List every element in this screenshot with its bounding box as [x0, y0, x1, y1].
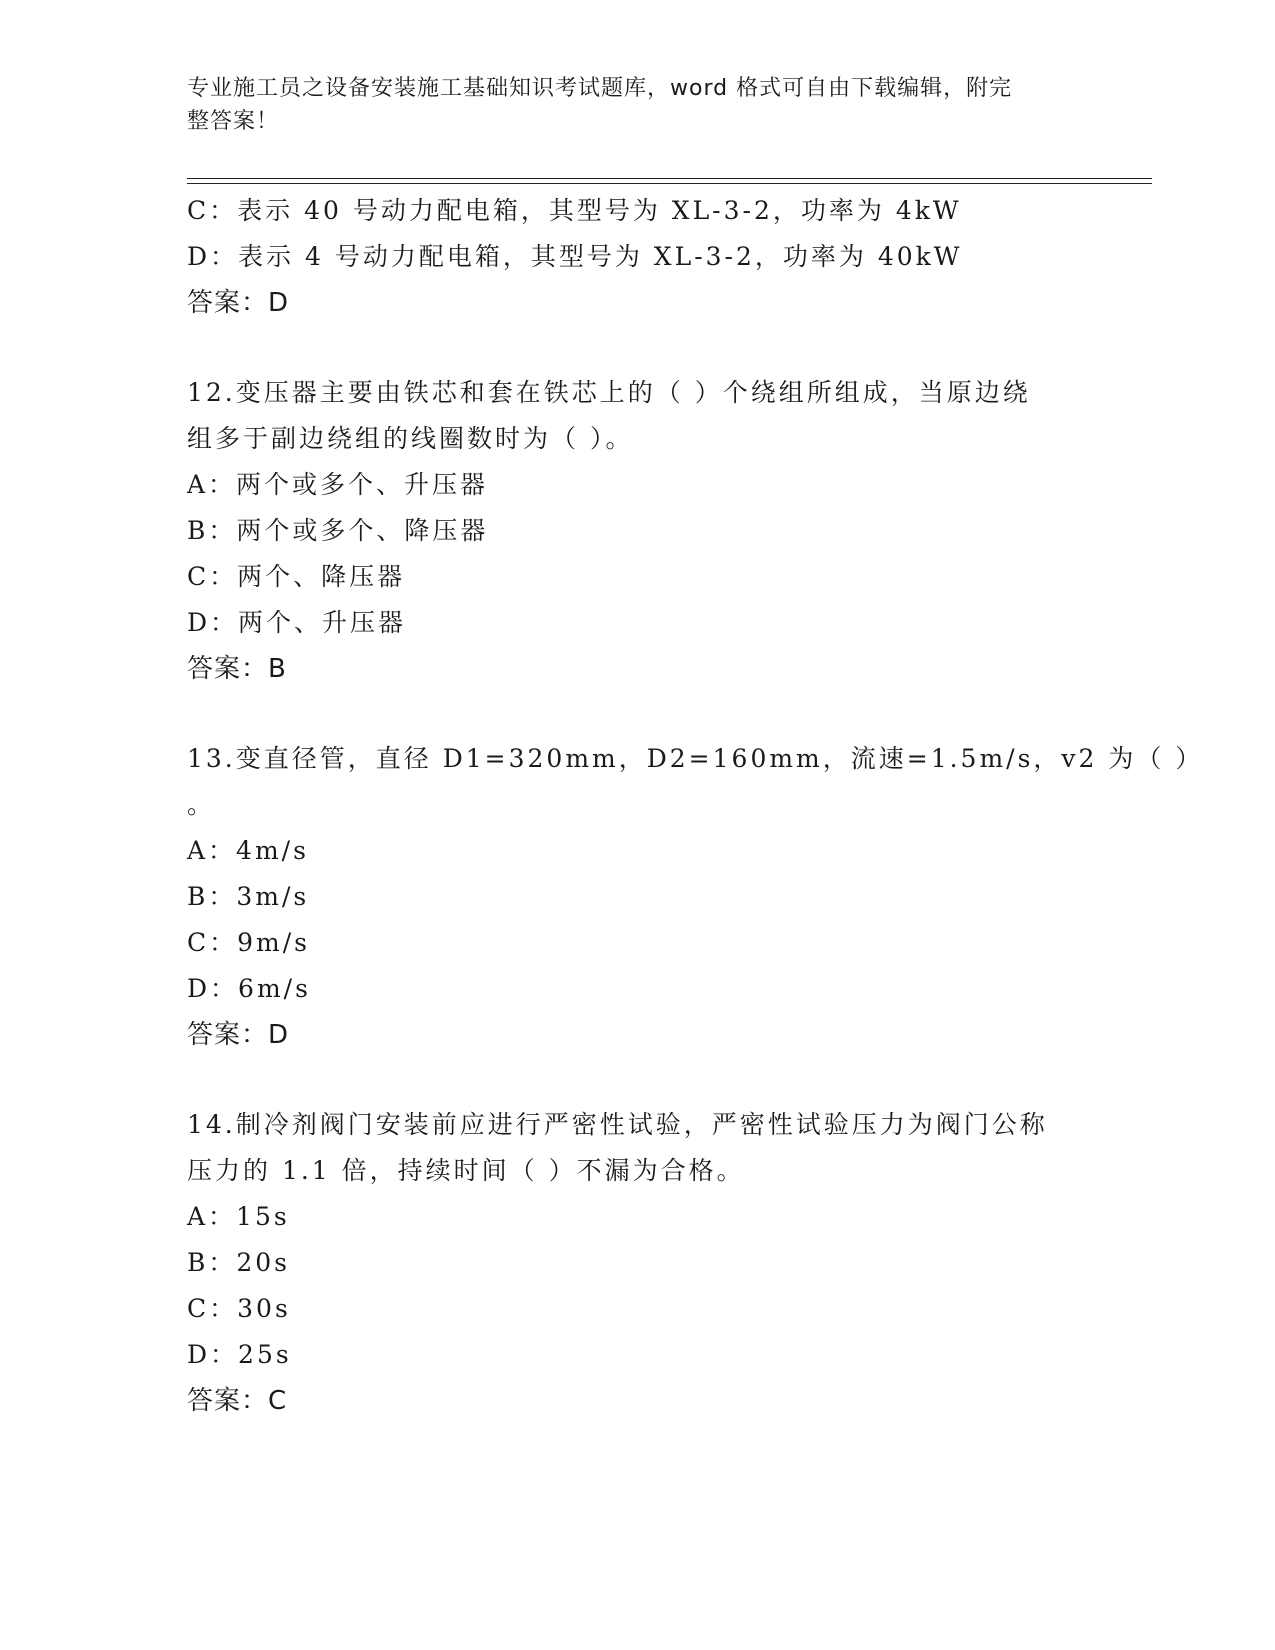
- answer-text: 答案：D: [187, 288, 290, 318]
- question-stem: 13.变直径管，直径 D1=320mm，D2=160mm，流速=1.5m/s，v2 为（ ）: [187, 744, 1204, 773]
- option-a: A：两个或多个、升压器: [187, 470, 489, 499]
- option-a: A：4m/s: [187, 836, 309, 865]
- question-12: [187, 370, 1087, 692]
- option-d: D：两个、升压器: [187, 608, 407, 637]
- header-line-1: 专业施工员之设备安装施工基础知识考试题库，word 格式可自由下载编辑，附完: [187, 76, 1013, 101]
- option-c: C：30s: [187, 1294, 291, 1323]
- question-stem: 组多于副边绕组的线圈数时为（ ）。: [187, 424, 634, 453]
- header-line-2: 整答案！: [187, 109, 280, 134]
- option-b: B：两个或多个、降压器: [187, 516, 489, 545]
- option-b: B：3m/s: [187, 882, 310, 911]
- option-b: B：20s: [187, 1248, 291, 1277]
- option-d: D：25s: [187, 1340, 292, 1369]
- question-13: [187, 736, 1204, 1058]
- answer-text: 答案：C: [187, 1386, 288, 1416]
- answer-text: 答案：D: [187, 1020, 290, 1050]
- option-c: C：表示 40 号动力配电箱，其型号为 XL-3-2，功率为 4kW: [187, 196, 962, 225]
- header-divider-top: [187, 178, 1152, 179]
- question-11: [187, 188, 1087, 326]
- question-stem: 12.变压器主要由铁芯和套在铁芯上的（ ）个绕组所组成，当原边绕: [187, 378, 1031, 407]
- answer-text: 答案：B: [187, 654, 287, 684]
- question-14: [187, 1102, 1087, 1424]
- header-divider-bottom: [187, 183, 1152, 184]
- question-stem: 压力的 1.1 倍，持续时间（ ）不漏为合格。: [187, 1156, 745, 1185]
- option-a: A：15s: [187, 1202, 290, 1231]
- option-c: C：两个、降压器: [187, 562, 406, 591]
- option-d: D：6m/s: [187, 974, 311, 1003]
- question-stem: 。: [187, 790, 213, 819]
- document-header: [187, 72, 1067, 138]
- question-stem: 14.制冷剂阀门安装前应进行严密性试验，严密性试验压力为阀门公称: [187, 1110, 1048, 1139]
- option-d: D：表示 4 号动力配电箱，其型号为 XL-3-2，功率为 40kW: [187, 242, 963, 271]
- question-list: [187, 188, 1204, 1424]
- option-c: C：9m/s: [187, 928, 310, 957]
